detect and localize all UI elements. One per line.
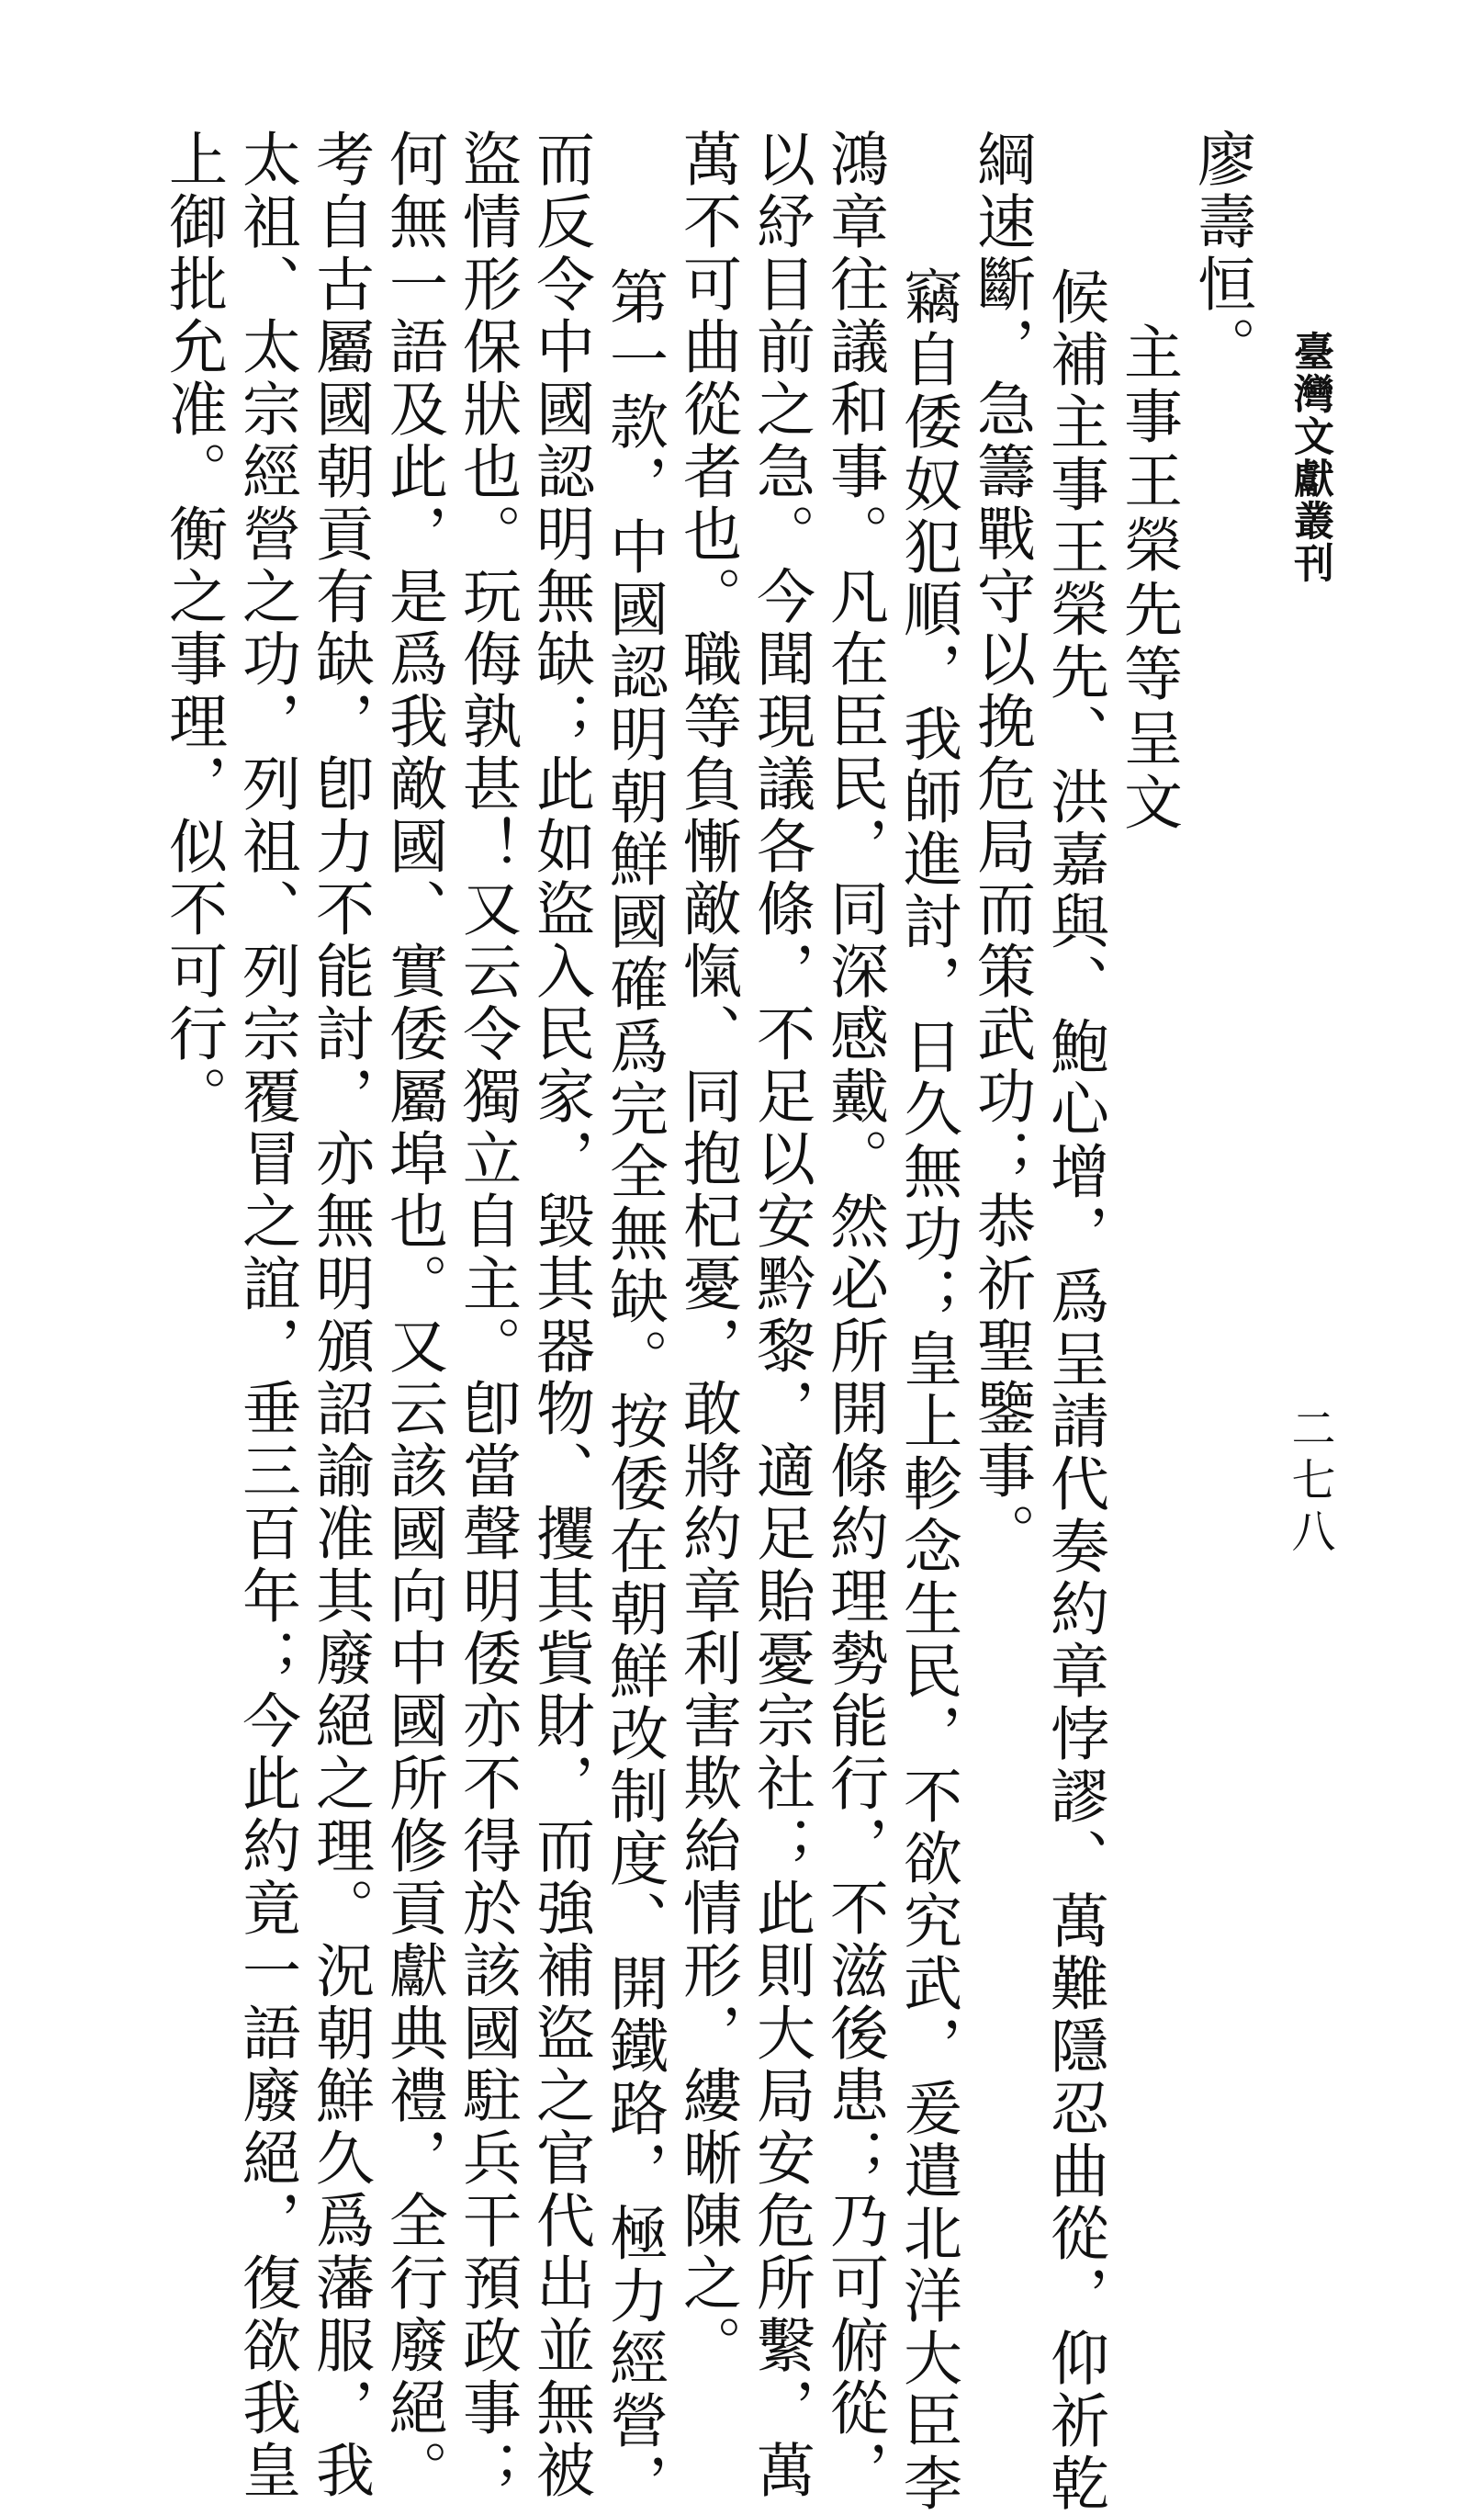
text-column-13: 考自古屬國朝貢有缺，卽力不能討，亦無明頒詔諭准其廢絕之理。況朝鮮久爲藩服，我 — [306, 129, 374, 2502]
text-column-9: 第一款，中國認明朝鮮國確爲完全無缺。按倭在朝鮮改制度、開鐵路，極力經營， — [600, 266, 668, 2515]
text-column-11: 盜情形保狀也。玩侮孰甚！又云令獨立自主。卽當聲明倭亦不得於該國駐兵干預政事； — [453, 129, 521, 2502]
text-column-7: 以紓目前之急。今聞現議各條，不足以安黔黎，適足貽憂宗社；此則大局安危所繫，萬 — [747, 129, 815, 2502]
text-column-6: 鴻章往議和事。凡在臣民，同深感戴。然必所開條約理勢能行，不滋後患；乃可俯從， — [820, 129, 888, 2502]
page-number: 二七八 — [1284, 1405, 1335, 1560]
text-column-1: 廖壽恒。 — [1187, 129, 1255, 378]
text-column-8: 萬不可曲從者也。職等負慚敵愾、同抱杞憂，敢將約章利害欺紿情形，縷晰陳之。 — [673, 129, 741, 2377]
text-column-14: 太祖、太宗經營之功，列祖、列宗覆冒之誼，垂三百年；今此約竟一語廢絕，復欲我皇 — [232, 129, 300, 2502]
running-head-title: 臺灣文獻叢刊 — [1287, 331, 1333, 584]
text-column-5: 竊自倭奴犯順，我師進討，日久無功；皇上軫念生民，不欲究武，爰遣北洋大臣李 — [894, 266, 961, 2515]
document-title: 主事王榮先等呈文 — [1114, 321, 1182, 836]
body-text — [156, 129, 1258, 2515]
text-column-3: 候補主事王榮先、洪嘉與、鮑心增，爲呈請代奏約章悖謬、萬難隱忍曲從，仰祈乾 — [1040, 266, 1108, 2515]
text-column-12: 何無一語及此，是爲我敵國、實倭屬埠也。又云該國向中國所修貢獻典禮，全行廢絕。 — [379, 129, 447, 2502]
text-column-10: 而反令中國認明無缺；此如盜入民家，毀其器物、攫其貲財，而強補盜之官代出並無被 — [526, 129, 594, 2502]
text-column-15: 上御批允准。衡之事理，似不可行。 — [159, 129, 227, 1128]
text-column-4: 綱速斷，急籌戰守以挽危局而策武功；恭祈聖鑒事。 — [967, 129, 1035, 1565]
